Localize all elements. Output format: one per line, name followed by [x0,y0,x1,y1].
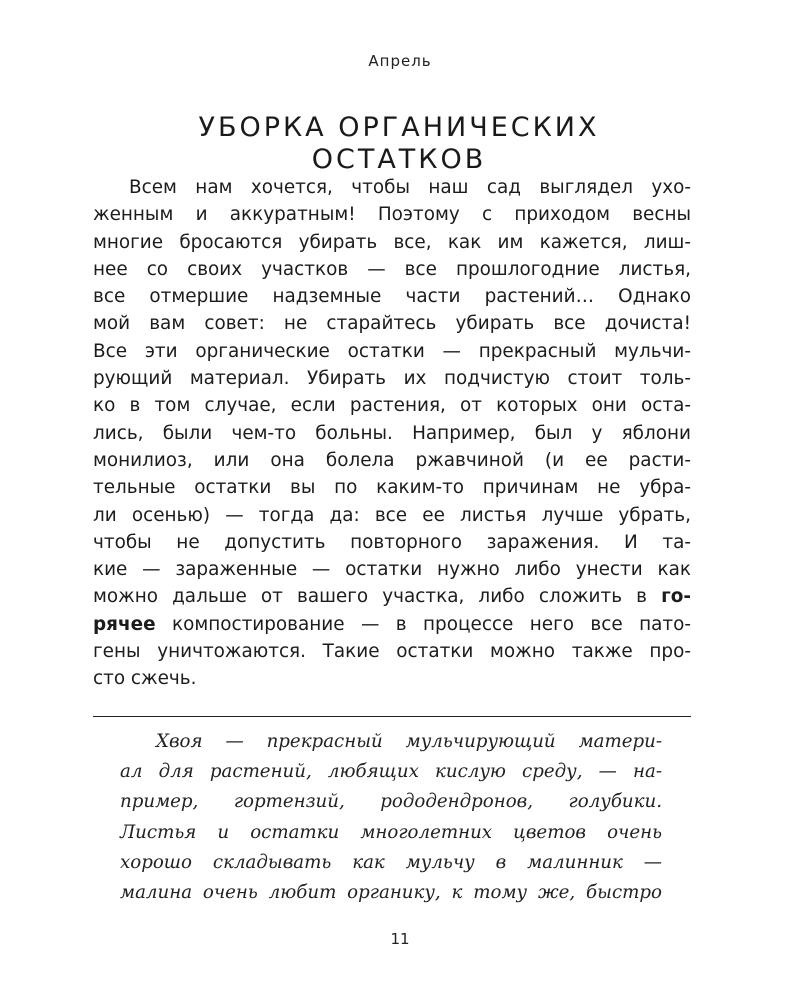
sidebar-line: малина очень любит органику, к тому же, быстро [120,881,662,903]
body-line: нее со своих участков — все прошлогодние листья, [93,258,691,280]
body-line: все отмершие надземные части растений… Однако [93,286,691,308]
body-line: мой вам совет: не старайтесь убирать все дочиста! [93,313,691,335]
sidebar-line: пример, гортензий, рододендронов, голубики. [120,791,662,813]
bold-emphasis: го- [661,586,691,608]
body-line: гены уничтожаются. Такие остатки можно также про- [93,641,691,663]
body-line-with-bold [93,611,691,638]
bold-emphasis: рячее [93,613,156,635]
sidebar-line: Листья и остатки многолетних цветов очень [120,821,662,843]
body-line: Всем нам хочется, чтобы наш сад выглядел ухо- [129,177,691,198]
chapter-title [92,112,706,176]
body-line: Все эти органические остатки — прекрасный мульчи- [93,340,691,362]
body-line: многие бросаются убирать все, как им кажется, лиш- [93,231,691,253]
body-line: чтобы не допустить повторного заражения. И та- [93,531,691,553]
page-number: 11 [390,930,410,948]
body-line: ли осенью) — тогда да: все ее листья лучше убрать, [93,504,691,526]
body-line-text: можно дальше от вашего участка, либо сложить в [93,586,647,608]
sidebar-line: хорошо складывать как мульчу в малинник — [120,851,662,873]
sidebar-line: Хвоя — прекрасный мульчирующий матери- [156,731,662,752]
body-line: сто сжечь. [93,668,197,690]
body-line-with-bold [93,583,691,610]
body-line: рующий материал. Убирать их подчистую стоит толь- [93,368,691,390]
body-text [93,174,691,693]
sidebar-line: ал для растений, любящих кислую среду, — на- [120,761,662,783]
section-divider [93,716,691,717]
running-head: Апрель [368,52,432,70]
body-line: лись, были чем-то больны. Например, был у яблони [93,422,691,444]
body-line: кие — зараженные — остатки нужно либо унести как [93,559,691,581]
sidebar-note [120,727,662,908]
chapter-title-line-2: ОСТАТКОВ [311,144,487,175]
chapter-title-line-1: УБОРКА ОРГАНИЧЕСКИХ [198,112,600,143]
body-line: женным и аккуратным! Поэтому с приходом весны [93,204,691,226]
body-line-text: компостирование — в процессе него все пато- [171,613,691,635]
body-line: ко в том случае, если растения, от которых они оста- [93,395,691,417]
body-line: тельные остатки вы по каким-то причинам не убра- [93,477,691,499]
body-line: монилиоз, или она болела ржавчиной (и ее расти- [93,449,691,471]
